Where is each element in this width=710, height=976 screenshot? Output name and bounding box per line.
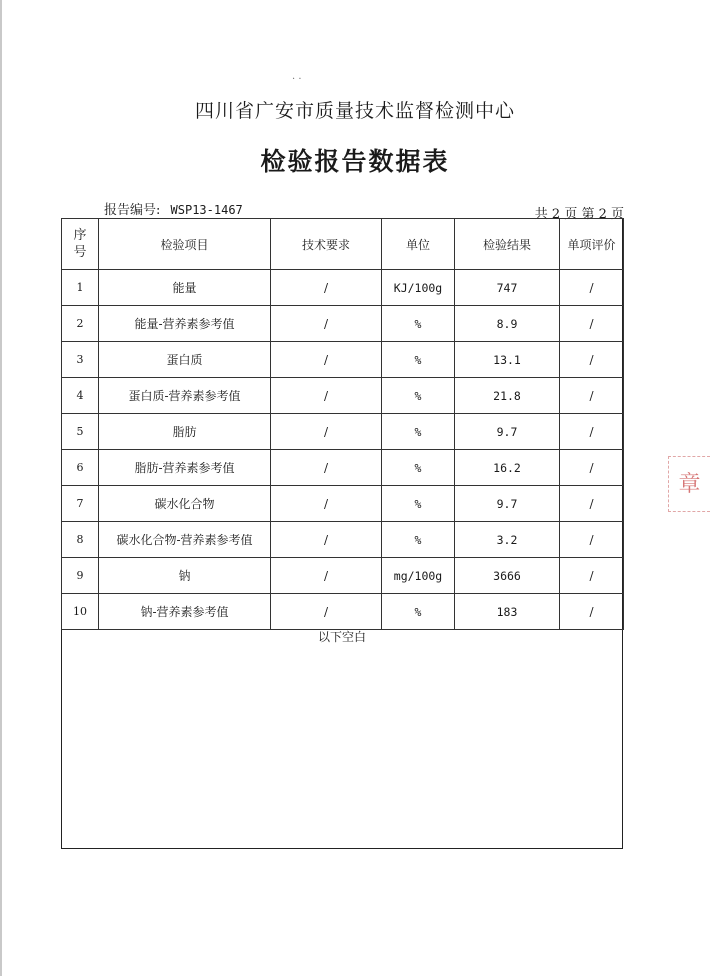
cell-no: 9 xyxy=(62,558,99,594)
cell-no: 10 xyxy=(62,594,99,630)
cell-result: 9.7 xyxy=(455,414,560,450)
cell-evaluation: / xyxy=(560,486,624,522)
table-header-row xyxy=(62,219,624,270)
cell-item: 蛋白质-营养素参考值 xyxy=(99,378,271,414)
cell-result: 183 xyxy=(455,594,560,630)
cell-no: 8 xyxy=(62,522,99,558)
cell-result: 8.9 xyxy=(455,306,560,342)
cell-result: 9.7 xyxy=(455,486,560,522)
cell-unit: % xyxy=(382,342,455,378)
scan-speck: · · xyxy=(292,74,302,85)
table-row xyxy=(62,378,624,414)
cell-evaluation: / xyxy=(560,378,624,414)
table-row xyxy=(62,270,624,306)
blank-below-note: 以下空白 xyxy=(317,630,366,644)
header-result: 检验结果 xyxy=(455,219,560,270)
header-unit: 单位 xyxy=(382,219,455,270)
cell-result: 13.1 xyxy=(455,342,560,378)
report-number-value: WSP13-1467 xyxy=(170,203,243,217)
cell-item: 蛋白质 xyxy=(99,342,271,378)
cell-unit: % xyxy=(382,450,455,486)
cell-no: 6 xyxy=(62,450,99,486)
cell-item: 钠-营养素参考值 xyxy=(99,594,271,630)
cell-no: 1 xyxy=(62,270,99,306)
seal-stamp: 章 xyxy=(668,456,710,512)
cell-requirement: / xyxy=(271,594,382,630)
cell-no: 5 xyxy=(62,414,99,450)
cell-unit: % xyxy=(382,306,455,342)
cell-unit: KJ/100g xyxy=(382,270,455,306)
cell-no: 7 xyxy=(62,486,99,522)
cell-evaluation: / xyxy=(560,558,624,594)
header-item: 检验项目 xyxy=(99,219,271,270)
cell-unit: % xyxy=(382,486,455,522)
cell-evaluation: / xyxy=(560,414,624,450)
cell-result: 3.2 xyxy=(455,522,560,558)
cell-requirement: / xyxy=(271,306,382,342)
cell-item: 能量 xyxy=(99,270,271,306)
table-row xyxy=(62,486,624,522)
page-count: 共 2 页 第 2 页 xyxy=(534,207,624,222)
cell-no: 2 xyxy=(62,306,99,342)
cell-unit: % xyxy=(382,414,455,450)
cell-result: 16.2 xyxy=(455,450,560,486)
cell-evaluation: / xyxy=(560,594,624,630)
cell-evaluation: / xyxy=(560,270,624,306)
table-row xyxy=(62,306,624,342)
cell-evaluation: / xyxy=(560,342,624,378)
header-no: 序 号 xyxy=(62,219,99,270)
cell-requirement: / xyxy=(271,414,382,450)
document-title: 检验报告数据表 xyxy=(260,147,450,176)
cell-requirement: / xyxy=(271,342,382,378)
cell-evaluation: / xyxy=(560,306,624,342)
cell-no: 3 xyxy=(62,342,99,378)
cell-unit: mg/100g xyxy=(382,558,455,594)
cell-item: 钠 xyxy=(99,558,271,594)
cell-unit: % xyxy=(382,378,455,414)
cell-requirement: / xyxy=(271,522,382,558)
cell-requirement: / xyxy=(271,378,382,414)
cell-item: 碳水化合物-营养素参考值 xyxy=(99,522,271,558)
cell-requirement: / xyxy=(271,450,382,486)
table-row xyxy=(62,594,624,630)
table-row xyxy=(62,558,624,594)
cell-result: 3666 xyxy=(455,558,560,594)
cell-unit: % xyxy=(382,594,455,630)
cell-item: 碳水化合物 xyxy=(99,486,271,522)
cell-no: 4 xyxy=(62,378,99,414)
header-requirement: 技术要求 xyxy=(271,219,382,270)
cell-unit: % xyxy=(382,522,455,558)
cell-requirement: / xyxy=(271,270,382,306)
cell-requirement: / xyxy=(271,486,382,522)
organization-title: 四川省广安市质量技术监督检测中心 xyxy=(194,100,515,122)
cell-evaluation: / xyxy=(560,522,624,558)
cell-item: 能量-营养素参考值 xyxy=(99,306,271,342)
cell-item: 脂肪-营养素参考值 xyxy=(99,450,271,486)
cell-evaluation: / xyxy=(560,450,624,486)
report-number-label: 报告编号: xyxy=(104,203,161,218)
cell-result: 747 xyxy=(455,270,560,306)
table-row xyxy=(62,522,624,558)
table-row xyxy=(62,450,624,486)
results-table xyxy=(61,218,624,630)
cell-requirement: / xyxy=(271,558,382,594)
report-number xyxy=(104,199,243,218)
cell-result: 21.8 xyxy=(455,378,560,414)
table-row xyxy=(62,414,624,450)
header-evaluation: 单项评价 xyxy=(560,219,624,270)
cell-item: 脂肪 xyxy=(99,414,271,450)
table-row xyxy=(62,342,624,378)
